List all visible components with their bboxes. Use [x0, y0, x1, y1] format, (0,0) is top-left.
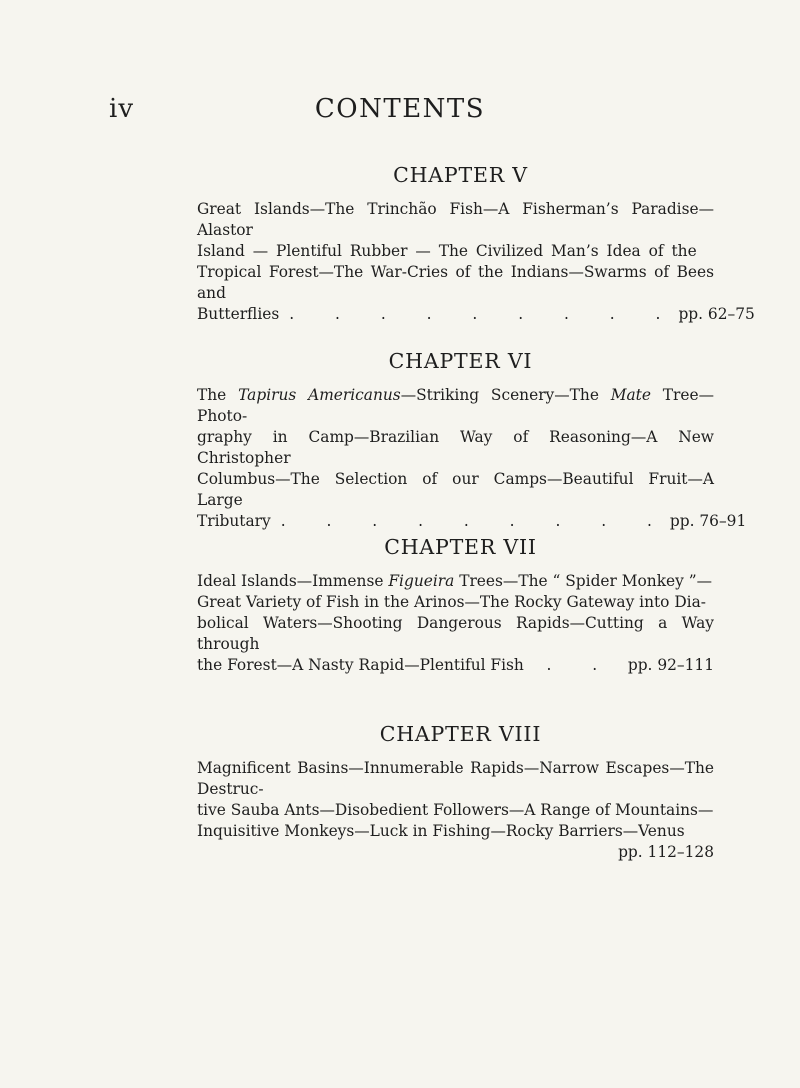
summary-line: Inquisitive Monkeys—Luck in Fishing—Rocky Barriers—Venus [197, 822, 685, 840]
chapter-summary [197, 571, 714, 676]
dot-leaders: . . . . . . . . . [280, 512, 670, 530]
summary-last-line [197, 655, 714, 676]
chapter-heading: CHAPTER V [393, 163, 528, 187]
summary-line: Great Variety of Fish in the Arinos—The Rocky Gateway into Dia- [197, 593, 706, 611]
summary-line: Tributary [197, 512, 271, 530]
summary-line: Butterflies [197, 305, 280, 323]
dot-leaders: . . . . . . . . . [289, 305, 679, 323]
page-header [0, 94, 800, 128]
running-title: CONTENTS [314, 94, 486, 124]
summary-last-line [197, 304, 755, 325]
summary-line [197, 385, 714, 427]
page-number: iv [109, 94, 135, 124]
summary-text: Trees—The “ Spider Monkey ”— [454, 572, 712, 590]
summary-line: bolical Waters—Shooting Dangerous Rapids—Cutting a Way through [197, 614, 714, 653]
chapter-6 [197, 349, 747, 532]
chapter-summary [197, 385, 747, 532]
chapter-heading: CHAPTER VIII [379, 722, 542, 746]
chapter-7 [197, 535, 714, 676]
page-range: pp. 62–75 [678, 305, 755, 323]
dot-leaders: . . [546, 656, 616, 674]
summary-line: Columbus—The Selection of our Camps—Beautiful Fruit—A Large [197, 470, 714, 509]
summary-text: The [197, 386, 239, 404]
chapter-5 [197, 163, 755, 325]
summary-text: Ideal Islands—Immense [197, 572, 389, 590]
chapter-heading: CHAPTER VI [388, 349, 533, 373]
chapter-summary [197, 758, 714, 863]
summary-line: tive Sauba Ants—Disobedient Followers—A Range of Mountains— [197, 801, 714, 819]
summary-italic: Figueira [388, 572, 455, 590]
chapter-summary [197, 199, 755, 325]
page-range: pp. 92–111 [627, 656, 714, 674]
summary-line: Magnificent Basins—Innumerable Rapids—Narrow Escapes—The Destruc- [197, 759, 714, 798]
summary-italic: Tapirus Americanus [238, 386, 401, 404]
summary-line: graphy in Camp—Brazilian Way of Reasoning—A New Christopher [197, 428, 714, 467]
chapter-heading: CHAPTER VII [384, 535, 537, 559]
summary-line: Great Islands—The Trinchão Fish—A Fisherman’s Paradise—Alastor [197, 200, 714, 239]
summary-line: Tropical Forest—The War-Cries of the Indians—Swarms of Bees and [197, 263, 714, 302]
page-range: pp. 76–91 [669, 512, 747, 530]
summary-line: the Forest—A Nasty Rapid—Plentiful Fish [197, 656, 524, 674]
summary-text: —Striking Scenery—The [400, 386, 611, 404]
summary-line: Island — Plentiful Rubber — The Civilized Man’s Idea of the [197, 242, 697, 260]
page-range: pp. 112–128 [618, 843, 714, 861]
summary-text: Tree—Photo- [197, 386, 714, 425]
summary-italic: Mate [610, 386, 651, 404]
summary-last-line [197, 511, 747, 532]
summary-line [197, 571, 714, 592]
chapter-8 [197, 722, 714, 863]
